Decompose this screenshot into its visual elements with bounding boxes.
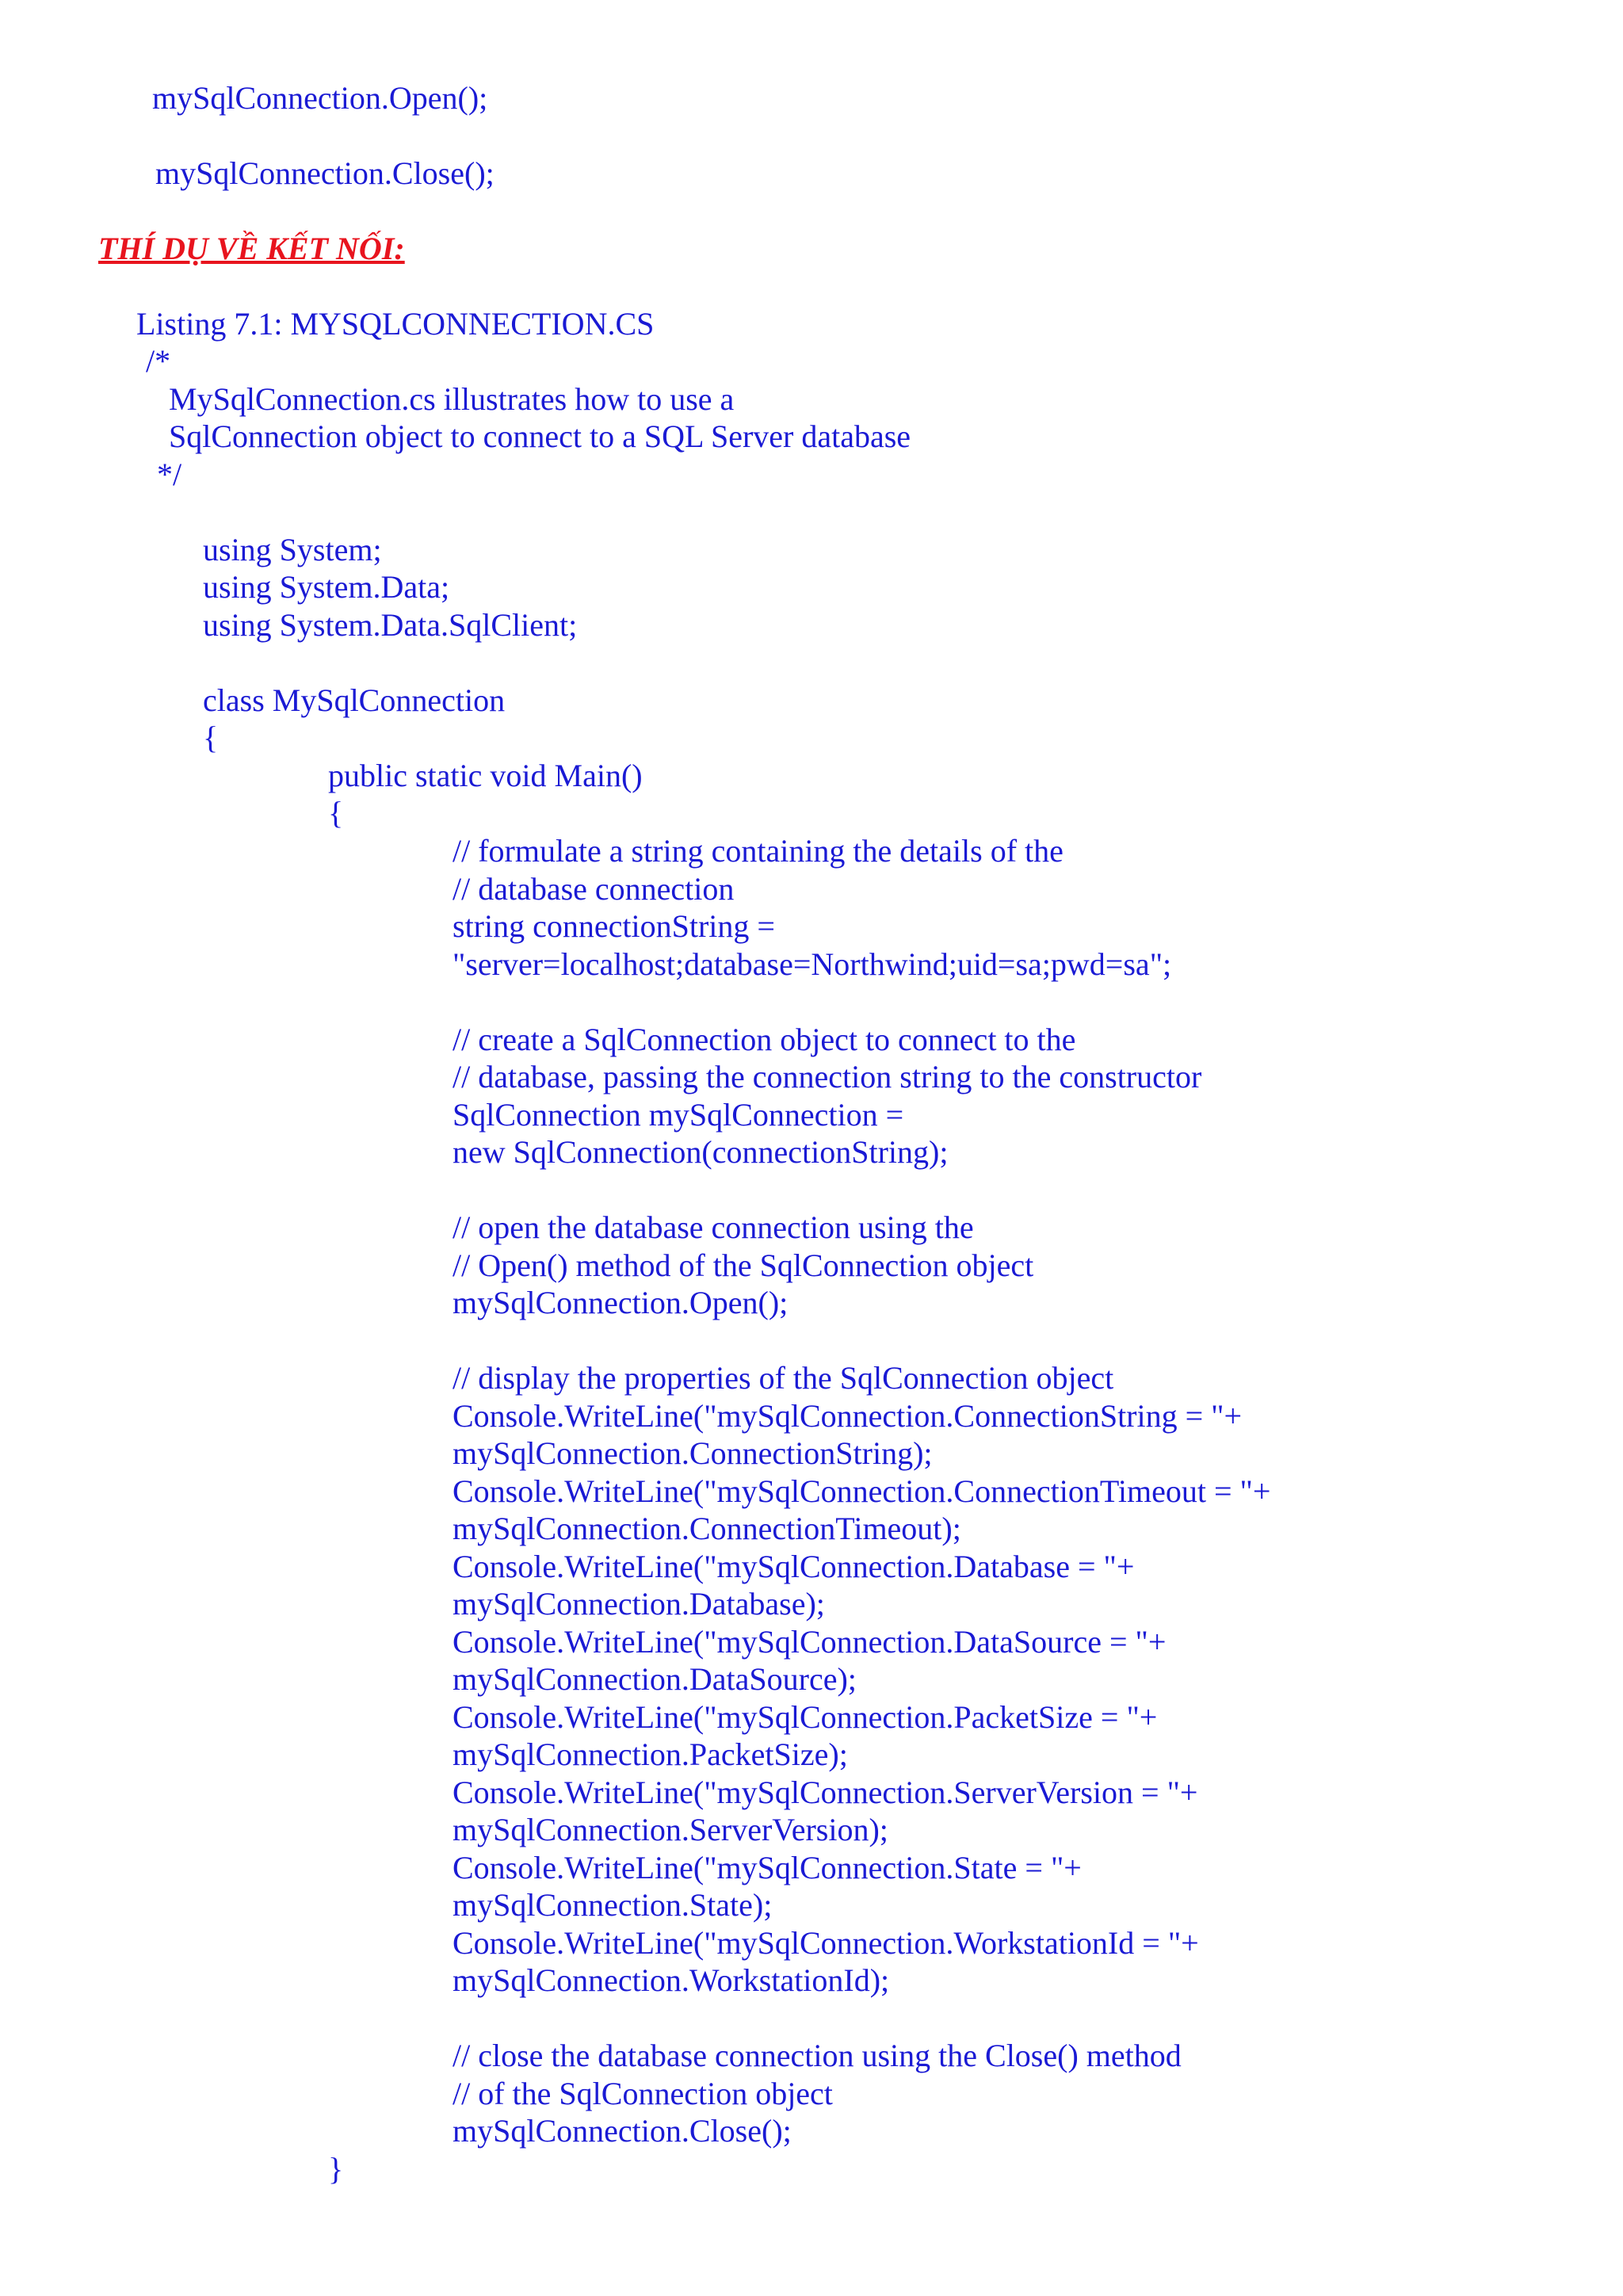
code-line: mySqlConnection.WorkstationId); <box>453 1962 890 1998</box>
code-line: mySqlConnection.ConnectionString); <box>453 1435 933 1471</box>
comment-close: */ <box>157 457 182 492</box>
code-line: Console.WriteLine("mySqlConnection.Database = "+ <box>453 1549 1135 1584</box>
code-line: Console.WriteLine("mySqlConnection.PacketSize = "+ <box>453 1699 1158 1735</box>
code-line: mySqlConnection.Database); <box>453 1586 825 1622</box>
using-system: using System; <box>203 532 382 567</box>
class-declaration: class MySqlConnection <box>203 682 506 718</box>
code-comment-line: // formulate a string containing the details of the <box>453 833 1064 869</box>
code-line: "server=localhost;database=Northwind;uid=sa;pwd=sa"; <box>453 946 1172 982</box>
class-open-brace: { <box>203 720 219 755</box>
code-comment-line: // database, passing the connection string to the constructor <box>453 1059 1202 1095</box>
section-heading: THÍ DỤ VỀ KẾT NỐI: <box>98 231 405 266</box>
code-line: Console.WriteLine("mySqlConnection.State = "+ <box>453 1850 1082 1885</box>
comment-line-1: MySqlConnection.cs illustrates how to use a <box>169 381 735 417</box>
code-line: SqlConnection mySqlConnection = <box>453 1097 904 1133</box>
code-line: Console.WriteLine("mySqlConnection.DataSource = "+ <box>453 1624 1167 1660</box>
comment-open: /* <box>146 343 171 379</box>
code-comment-line: // database connection <box>453 871 735 907</box>
code-line: new SqlConnection(connectionString); <box>453 1134 949 1170</box>
code-line: string connectionString = <box>453 908 775 944</box>
code-line: Console.WriteLine("mySqlConnection.ServerVersion = "+ <box>453 1775 1198 1810</box>
code-comment-line: // Open() method of the SqlConnection object <box>453 1247 1034 1283</box>
main-open-brace: { <box>328 795 344 831</box>
code-line: mySqlConnection.State); <box>453 1887 773 1923</box>
code-line: mySqlConnection.DataSource); <box>453 1661 857 1697</box>
code-line: mySqlConnection.ServerVersion); <box>453 1812 888 1847</box>
code-line: Console.WriteLine("mySqlConnection.ConnectionString = "+ <box>453 1398 1243 1434</box>
code-comment-line: // of the SqlConnection object <box>453 2076 833 2111</box>
intro-open-line: mySqlConnection.Open(); <box>152 80 488 116</box>
code-comment-line: // close the database connection using the Close() method <box>453 2038 1182 2073</box>
code-line: Console.WriteLine("mySqlConnection.WorkstationId = "+ <box>453 1925 1199 1961</box>
code-line: mySqlConnection.Open(); <box>453 1285 789 1320</box>
using-system-data-sqlclient: using System.Data.SqlClient; <box>203 607 578 643</box>
code-comment-line: // display the properties of the SqlConnection object <box>453 1360 1114 1396</box>
listing-title: Listing 7.1: MYSQLCONNECTION.CS <box>136 306 655 342</box>
code-comment-line: // open the database connection using the <box>453 1209 974 1245</box>
main-close-brace: } <box>328 2151 344 2187</box>
code-comment-line: // create a SqlConnection object to connect to the <box>453 1022 1076 1057</box>
intro-close-line: mySqlConnection.Close(); <box>155 155 495 191</box>
code-line: mySqlConnection.ConnectionTimeout); <box>453 1511 961 1546</box>
comment-line-2: SqlConnection object to connect to a SQL Server database <box>169 418 911 454</box>
code-line: Console.WriteLine("mySqlConnection.ConnectionTimeout = "+ <box>453 1473 1271 1509</box>
code-line: mySqlConnection.Close(); <box>453 2113 792 2149</box>
using-system-data: using System.Data; <box>203 569 450 605</box>
main-declaration: public static void Main() <box>328 758 643 793</box>
code-line: mySqlConnection.PacketSize); <box>453 1736 848 1772</box>
